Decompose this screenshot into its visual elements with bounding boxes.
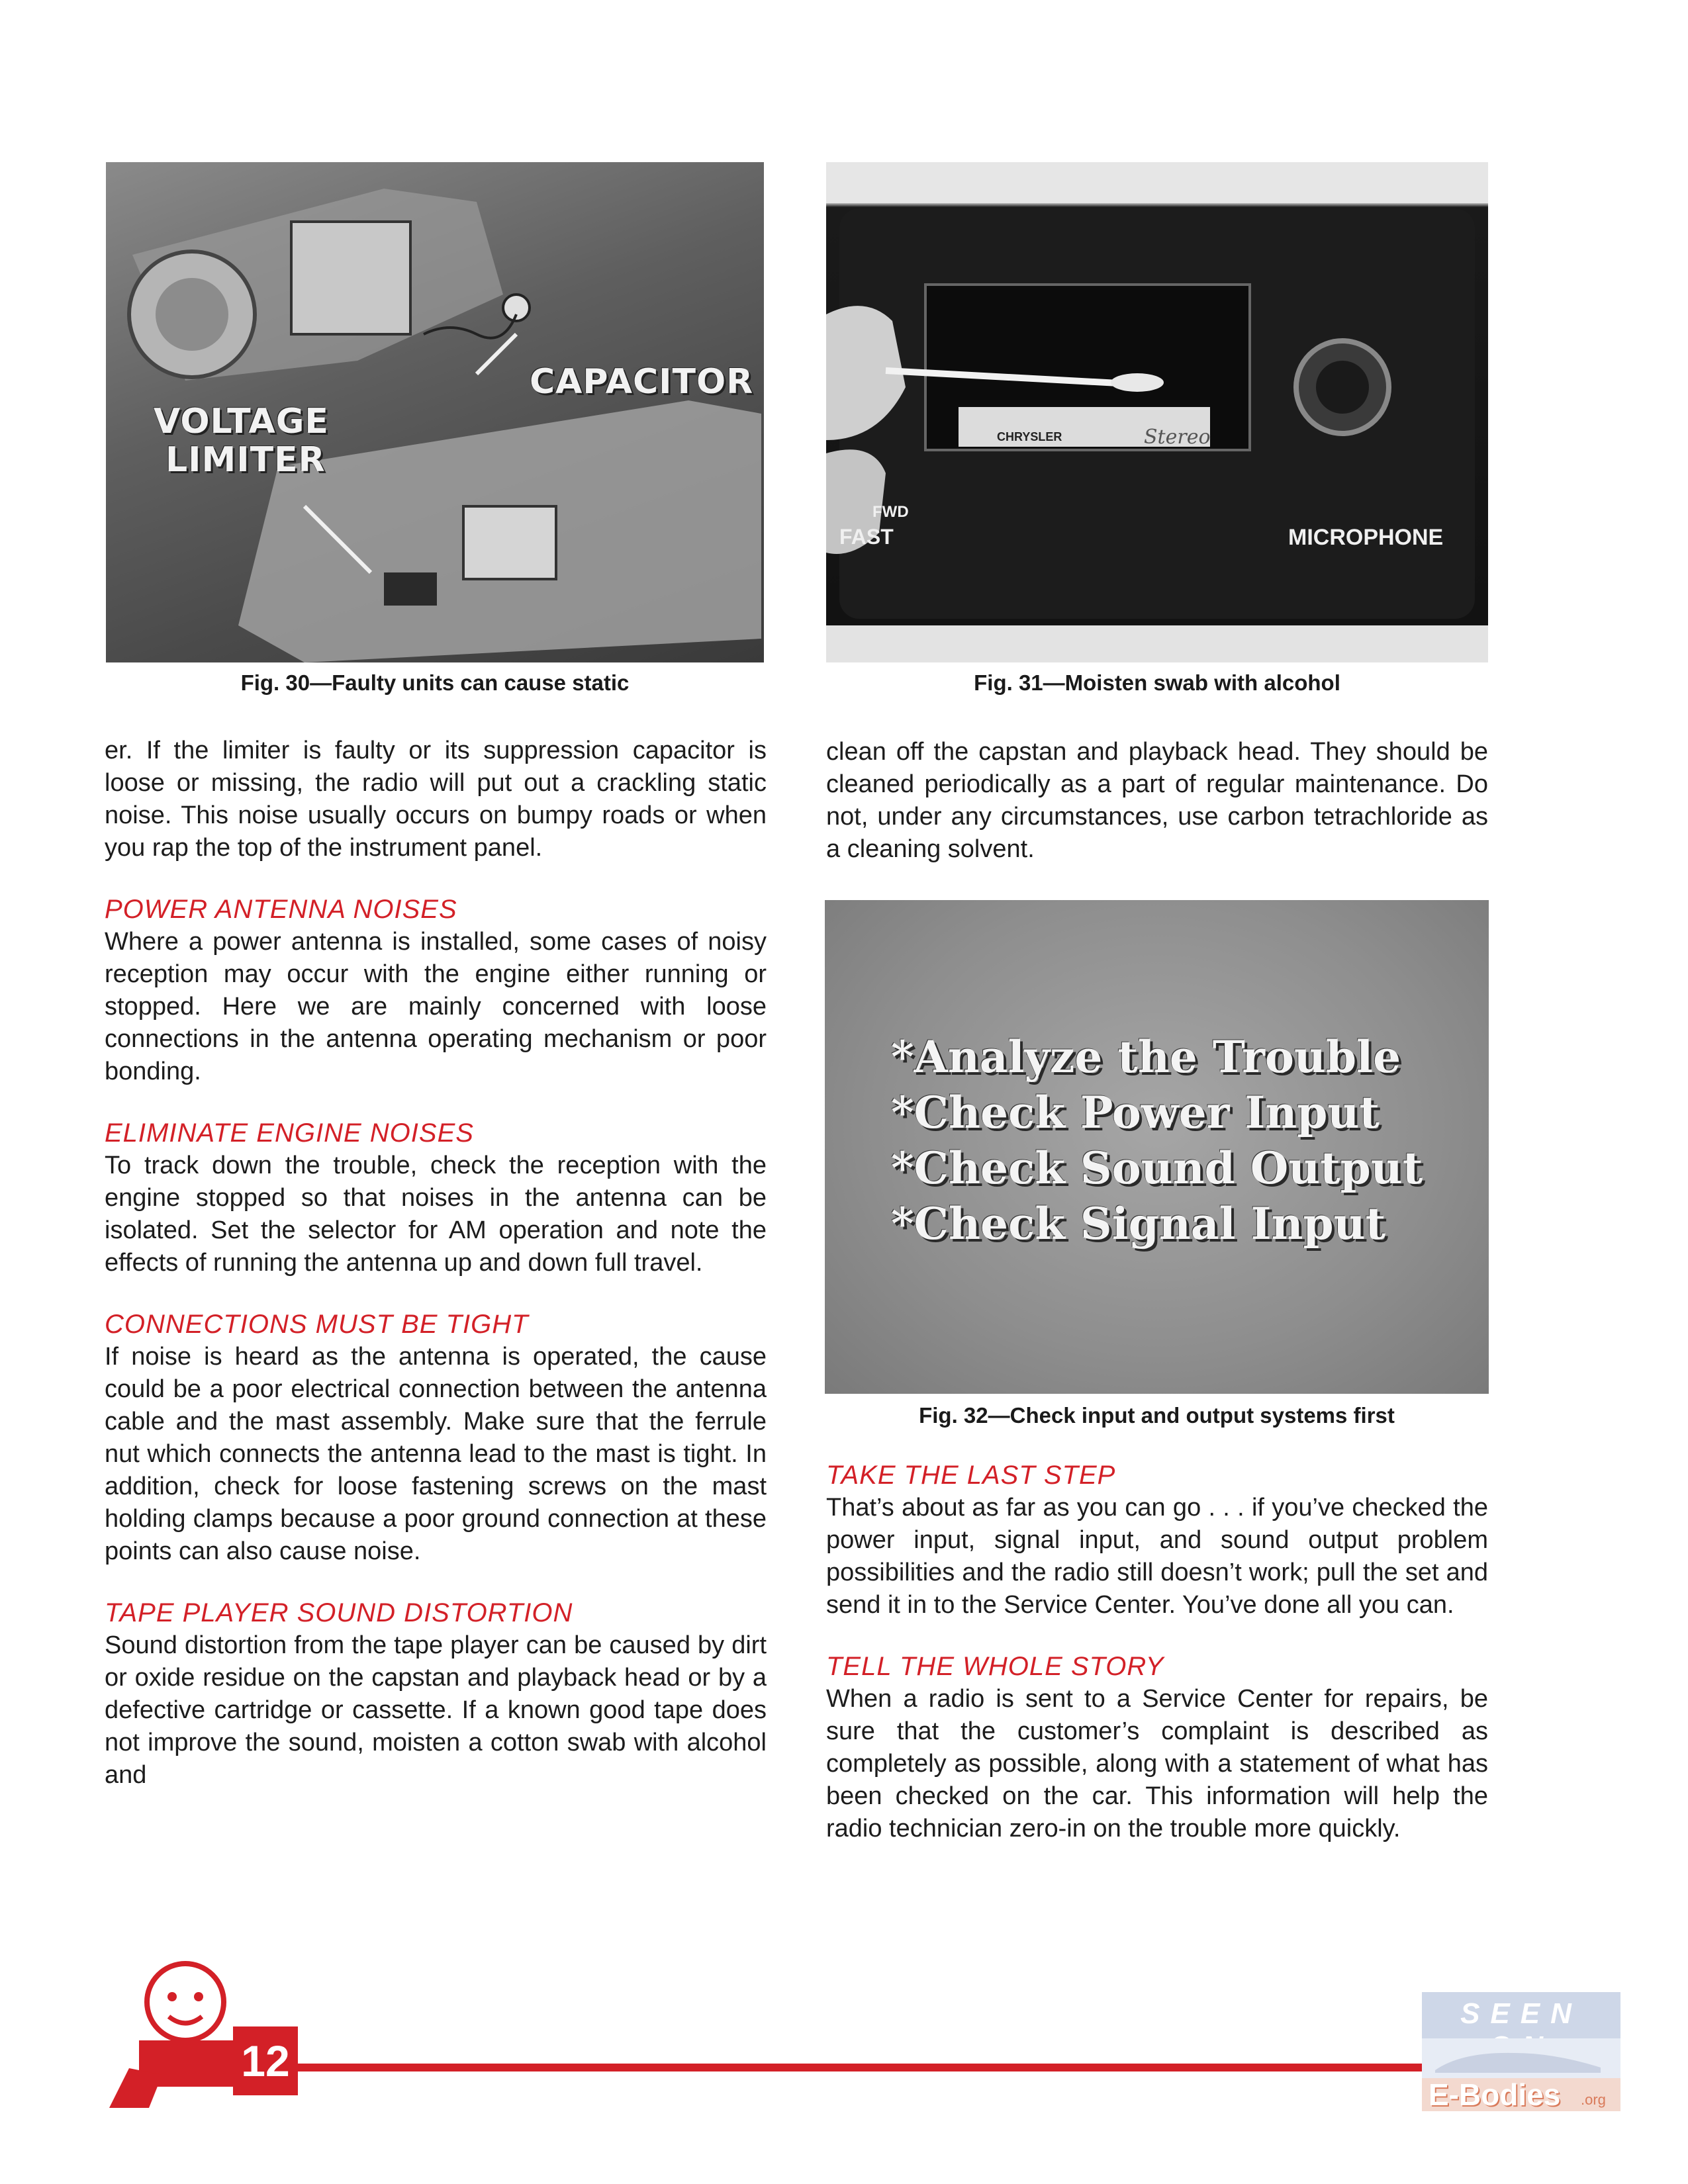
figure-32-caption: Fig. 32—Check input and output systems first bbox=[919, 1403, 1395, 1428]
body-eliminate-engine-noises: To track down the trouble, check the reception with the engine stopped so that noises in the antenna can be isolated. Set the selector for AM operation and note the effects of running the antenna up and down full travel. bbox=[105, 1152, 767, 1277]
body-tell-the-whole-story: When a radio is sent to a Service Center for repairs, be sure that the customer’s complaint is described as completely as possible, along with a statement of what has been checked on the car. This information will help the radio technician zero-in on the trouble more quickly. bbox=[826, 1685, 1488, 1843]
body-tape-player-sound-distortion: Sound distortion from the tape player can be caused by dirt or oxide residue on the capstan and playback head or by a defective cartridge or cassette. If a known good tape does not improve the sound, moisten a cotton swab with alcohol and bbox=[105, 1631, 767, 1789]
badge-seen-on-text: SEEN bbox=[1460, 1997, 1582, 2030]
footer-red-rule bbox=[298, 2064, 1440, 2071]
right-intro-paragraph: clean off the capstan and playback head. They should be cleaned periodically as a part of regular maintenance. Do not, under any circumstances, use carbon tetrachloride as a cleaning solvent. bbox=[826, 738, 1488, 863]
fig32-line-sound: *Check Sound Output bbox=[891, 1142, 1423, 1194]
cartridge-brand-label: CHRYSLER bbox=[997, 430, 1062, 443]
heading-connections-must-be-tight: CONNECTIONS MUST BE TIGHT bbox=[105, 1310, 529, 1339]
body-take-the-last-step: That’s about as far as you can go . . . if you’ve checked the power input, signal input, and sound output problem possibilities and the radio still doesn’t work; pull the set and send it in to the Service Center. You’ve done all you can. bbox=[826, 1494, 1488, 1619]
heading-eliminate-engine-noises: ELIMINATE ENGINE NOISES bbox=[105, 1118, 474, 1148]
heading-take-the-last-step: TAKE THE LAST STEP bbox=[826, 1461, 1116, 1490]
body-power-antenna-noises: Where a power antenna is installed, some cases of noisy reception may occur with the engine either running or stopped. Here we are mainly concerned with loose connections in the antenna operating mechanism or poor bonding. bbox=[105, 928, 767, 1085]
fig32-line-power: *Check Power Input bbox=[891, 1087, 1380, 1138]
seen-on-ebodies-watermark bbox=[1422, 1992, 1620, 2111]
tape-deck-illustration bbox=[826, 162, 1488, 662]
right-column-bottom bbox=[826, 1459, 1488, 1845]
microphone-label: MICROPHONE bbox=[1288, 525, 1444, 550]
badge-org-text: .org bbox=[1581, 2091, 1606, 2108]
voltage-limiter-label-line2: LIMITER bbox=[165, 440, 326, 480]
fwd-label: FWD bbox=[872, 503, 909, 521]
figure-31-photo bbox=[826, 162, 1488, 662]
figure-30-photo bbox=[106, 162, 764, 662]
heading-tape-player-sound-distortion: TAPE PLAYER SOUND DISTORTION bbox=[105, 1598, 573, 1627]
badge-ebodies-text: E-Bodies bbox=[1429, 2077, 1561, 2112]
heading-tell-the-whole-story: TELL THE WHOLE STORY bbox=[826, 1652, 1164, 1681]
fig32-line-signal: *Check Signal Input bbox=[891, 1198, 1386, 1250]
figure-32-photo bbox=[825, 900, 1489, 1394]
body-connections-must-be-tight: If noise is heard as the antenna is operated, the cause could be a poor electrical connection between the antenna cable and the mast assembly. Make sure that the ferrule nut which connects the antenna lead to the mast is tight. In addition, check for loose fastening screws on the mast holding clamps because a poor ground connection at these points can also cause noise. bbox=[105, 1343, 767, 1565]
left-intro-paragraph: er. If the limiter is faulty or its suppression capacitor is loose or missing, the radio will put out a crackling static noise. This noise usually occurs on bumpy roads or when you rap the top of the instrument panel. bbox=[105, 737, 767, 862]
figure-31-caption: Fig. 31—Moisten swab with alcohol bbox=[974, 670, 1340, 695]
right-column-top bbox=[826, 736, 1488, 866]
figure-30-caption: Fig. 30—Faulty units can cause static bbox=[240, 670, 630, 695]
heading-power-antenna-noises: POWER ANTENNA NOISES bbox=[105, 895, 457, 924]
voltage-limiter-label-line1: VOLTAGE bbox=[154, 402, 329, 441]
page-number: 12 bbox=[233, 2026, 298, 2095]
cartridge-stereo-label: Stereo bbox=[1144, 426, 1211, 449]
fast-label: FAST bbox=[839, 525, 894, 549]
left-column bbox=[105, 735, 767, 1792]
car-silhouette-icon bbox=[1422, 2038, 1620, 2078]
capacitor-label: CAPACITOR bbox=[530, 362, 754, 402]
fig32-line-analyze: *Analyze the Trouble bbox=[891, 1031, 1401, 1083]
